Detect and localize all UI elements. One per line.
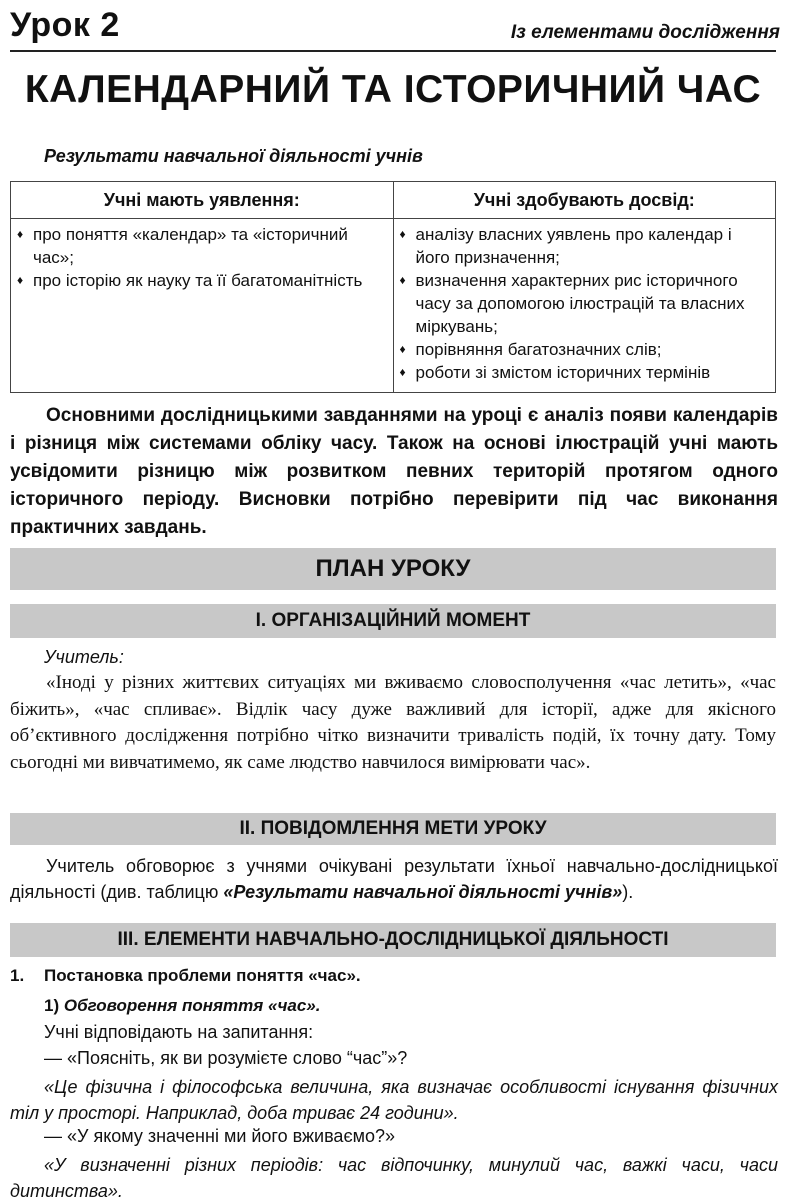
bullet-icon: ♦	[17, 227, 24, 241]
intro-paragraph: Основними дослідницькими завданнями на уроці є аналіз появи календарів і різниця між системами обліку часу. Також на основі ілюстрацій учні мають усвідомити різницю між розвитком певних територій протягом одного історичного періоду. Висновки потрібно перевірити під час виконання практичних завдань.	[10, 405, 778, 538]
speaker-label: Учитель:	[44, 647, 124, 667]
bullet-icon: ♦	[399, 342, 406, 356]
section-1-heading: І. ОРГАНІЗАЦІЙНИЙ МОМЕНТ	[10, 604, 776, 638]
bullet-icon: ♦	[399, 273, 406, 287]
step-title: Постановка проблеми поняття «час».	[44, 966, 361, 985]
results-table	[10, 181, 776, 393]
substep-title: Обговорення поняття «час».	[63, 996, 321, 1015]
list-item: ♦ роботи зі змістом історичних термінів	[399, 363, 711, 382]
list-item: ♦ порівняння багатозначних слів;	[399, 340, 662, 359]
results-caption: Результати навчальної діяльності учнів	[44, 146, 423, 166]
results-table-header-row	[11, 182, 776, 219]
table-reference: «Результати навчальної діяльності учнів»	[223, 882, 623, 902]
lesson-type: Із елементами дослідження	[510, 22, 780, 43]
answer-1: «Це фізична і філософська величина, яка визначає особливості існування фізичних тіл у просторі. Наприклад, доба триває 24 години».	[10, 1077, 778, 1123]
plan-heading: ПЛАН УРОКУ	[10, 548, 776, 590]
answer-intro: Учні відповідають на запитання:	[44, 1022, 314, 1042]
ideas-cell	[11, 219, 394, 393]
list-item: ♦ аналізу власних уявлень про календар і його призначення;	[399, 225, 732, 267]
bullet-icon: ♦	[17, 273, 24, 287]
substep-1	[44, 996, 320, 1016]
bullet-icon: ♦	[399, 227, 406, 241]
section-3-heading: ІІІ. ЕЛЕМЕНТИ НАВЧАЛЬНО-ДОСЛІДНИЦЬКОЇ ДІЯЛЬНОСТІ	[10, 923, 776, 957]
results-table-body-row	[11, 219, 776, 393]
lesson-number: Урок 2	[10, 6, 120, 44]
step-1	[10, 966, 361, 986]
teacher-quote: «Іноді у різних життєвих ситуаціях ми вживаємо словосполучення «час летить», «час біжить», «час спливає». Відлік часу дуже важливий для історії, адже для якісного об’єктивного дослідження потрібно чітко визначити тривалість подій, їх точну дату. Тому сьогодні ми вивчатимемо, як саме людство навчилося вимірювати час».	[10, 672, 776, 773]
experience-list	[400, 223, 770, 384]
question-2: — «У якому значенні ми його вживаємо?»	[44, 1126, 396, 1146]
question-1: — «Поясніть, як ви розумієте слово “час”»?	[44, 1048, 408, 1068]
experience-cell	[393, 219, 776, 393]
ideas-list	[17, 223, 387, 292]
section-2-heading: ІІ. ПОВІДОМЛЕННЯ МЕТИ УРОКУ	[10, 813, 776, 845]
col-header-experience: Учні здобувають досвід:	[393, 182, 776, 219]
list-item: ♦ про історію як науку та її багатоманітність	[17, 271, 363, 290]
list-item: ♦ про поняття «календар» та «історичний час»;	[17, 225, 348, 267]
col-header-ideas: Учні мають уявлення:	[11, 182, 394, 219]
page-title: КАЛЕНДАРНИЙ ТА ІСТОРИЧНИЙ ЧАС	[24, 68, 762, 111]
section-2-text: Учитель обговорює з учнями очікувані результати їхньої навчально-дослідницької діяльності (див. таблицю «Результати навчальної діяльності учнів»).	[10, 856, 778, 902]
step-number: 1.	[10, 966, 25, 985]
header-rule	[10, 50, 776, 52]
bullet-icon: ♦	[399, 365, 406, 379]
list-item: ♦ визначення характерних рис історичного часу за допомогою ілюстрацій та власних міркувань;	[399, 271, 745, 336]
answer-2: «У визначенні різних періодів: час відпочинку, минулий час, важкі часи, часи дитинства».	[10, 1155, 778, 1201]
substep-number: 1)	[44, 996, 60, 1015]
